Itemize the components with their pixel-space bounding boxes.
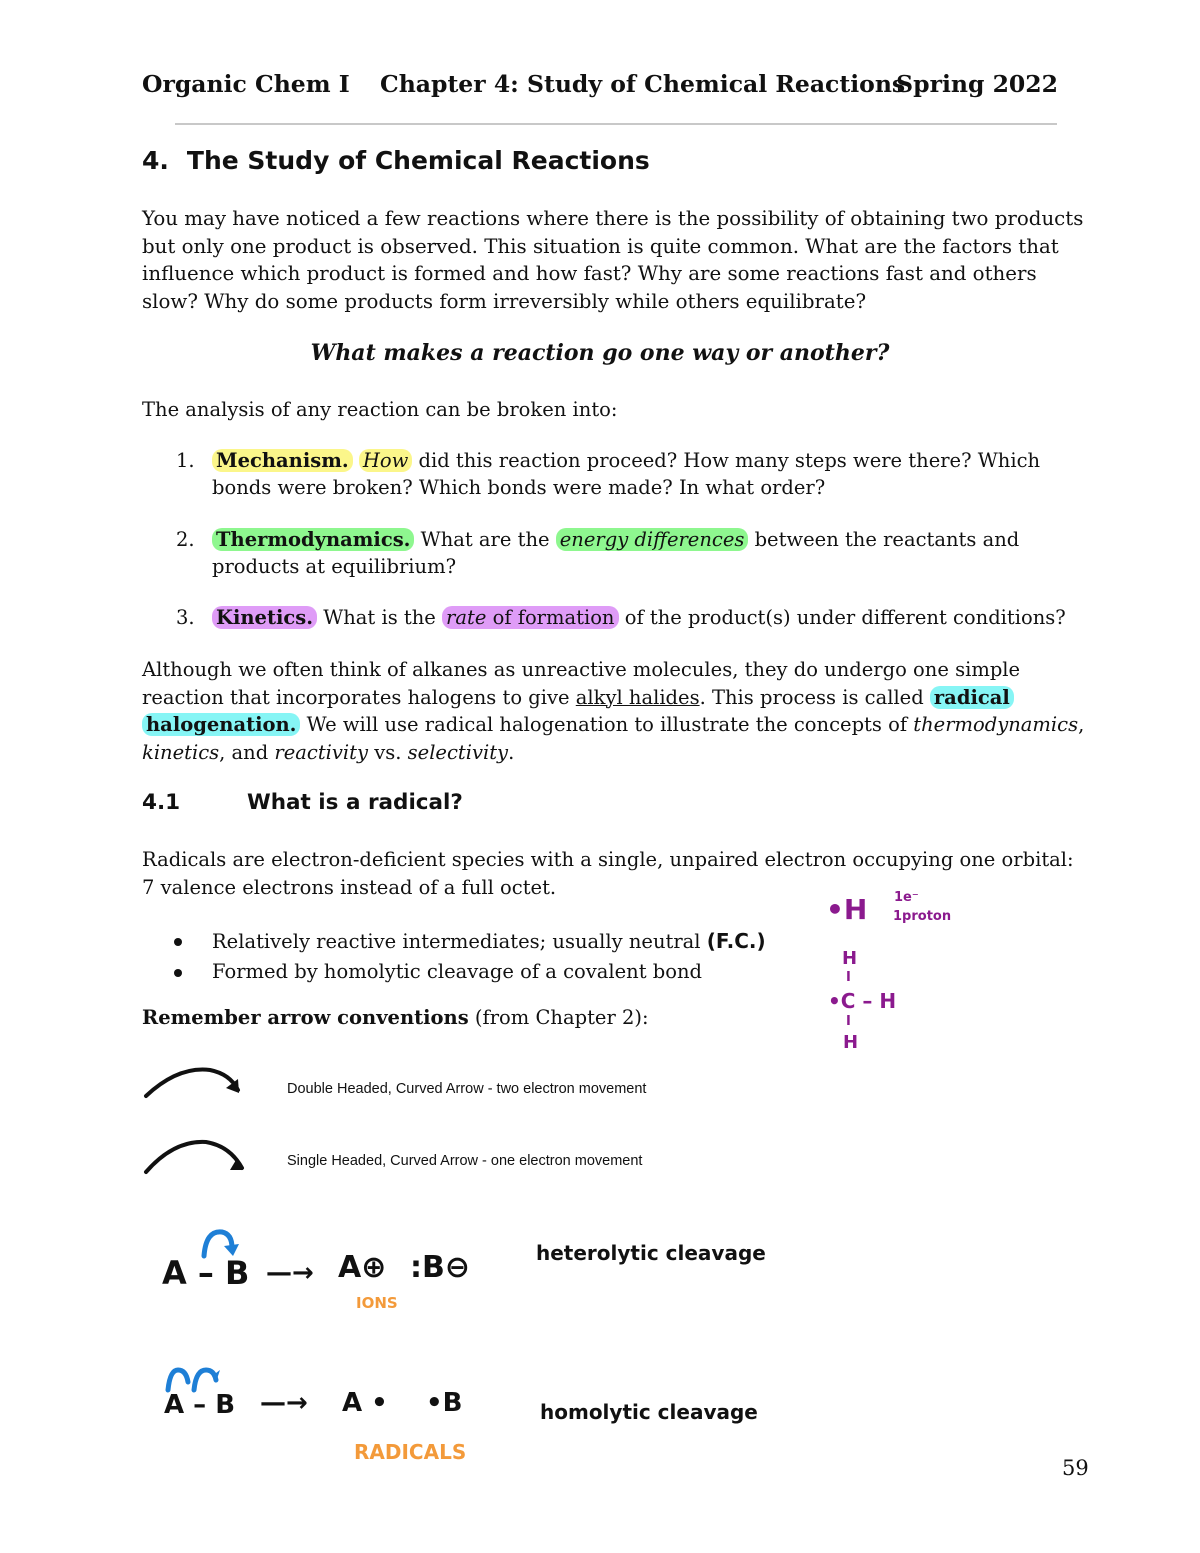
analysis-intro: The analysis of any reaction can be broken into:: [142, 398, 618, 421]
emph-rate-rest: of formation: [486, 606, 615, 629]
handwritten-hom-radical-a: A •: [342, 1388, 388, 1418]
handwritten-methyl-carbon: •C – H: [828, 989, 897, 1013]
handwritten-het-arrow: —→: [266, 1258, 314, 1288]
term-halogenation: halogenation.: [142, 713, 300, 736]
single-headed-curved-arrow-icon: [138, 1130, 253, 1180]
header-chapter: Chapter 4: Study of Chemical Reactions: [380, 70, 906, 98]
bullet-dot-icon: [174, 969, 182, 977]
handwritten-h-radical: •H: [826, 893, 868, 926]
bullet-dot-icon: [174, 938, 182, 946]
chapter-title: [142, 146, 650, 175]
handwritten-het-anion: :B⊖: [410, 1250, 470, 1285]
handwritten-het-reactant: A – B: [162, 1254, 250, 1292]
center-question: What makes a reaction go one way or another?: [310, 340, 890, 366]
emph-rate: rate: [446, 606, 487, 629]
bullet-text: Relatively reactive intermediates; usually neutral: [212, 930, 707, 953]
page-header: [142, 70, 1058, 106]
list-text: What are the: [414, 528, 556, 551]
handwritten-het-cation: A⊕: [338, 1250, 387, 1285]
emph-reactivity: reactivity: [274, 740, 369, 764]
term-mechanism: Mechanism.: [212, 449, 353, 472]
chapter-title-text: The Study of Chemical Reactions: [186, 146, 650, 175]
handwritten-hom-label: homolytic cleavage: [540, 1400, 758, 1424]
text-run: ,: [1078, 713, 1085, 736]
handwritten-hom-radical-b: •B: [426, 1388, 463, 1418]
arrow-conventions-rest: (from Chapter 2):: [468, 1006, 649, 1029]
emph-selectivity: selectivity: [407, 740, 509, 764]
handwritten-ions-label: IONS: [356, 1294, 398, 1312]
chapter-number: 4.: [142, 146, 169, 175]
arrow-label-single: Single Headed, Curved Arrow - one electron movement: [287, 1153, 643, 1169]
alkyl-halides: alkyl halides: [575, 685, 700, 709]
arrow-conventions-heading: [142, 1006, 649, 1029]
emph-thermodynamics: thermodynamics: [913, 713, 1079, 736]
handwritten-hom-arrow: —→: [260, 1388, 308, 1418]
term-kinetics: Kinetics.: [212, 606, 317, 629]
handwritten-methyl-top-h: H: [842, 948, 858, 969]
handwritten-methyl-bond: I: [846, 1014, 851, 1029]
bullet-item: [172, 957, 766, 987]
list-text: of the product(s) under different conditions?: [618, 606, 1066, 629]
term-thermodynamics: Thermodynamics.: [212, 528, 414, 551]
handwritten-note-electron: 1e⁻: [894, 890, 919, 905]
section-title: What is a radical?: [247, 790, 463, 815]
alkanes-paragraph: [142, 656, 1092, 766]
text-run: .: [508, 740, 515, 764]
list-text: between the reactants and products at equilibrium?: [212, 528, 1020, 578]
handwritten-radicals-label: RADICALS: [354, 1440, 467, 1464]
text-run: . This process is called: [699, 685, 930, 709]
list-text: What is the: [317, 606, 443, 629]
handwritten-methyl-bond: I: [846, 970, 851, 985]
handwritten-note-proton: 1proton: [893, 909, 952, 924]
radicals-description: Radicals are electron-deficient species with a single, unpaired electron occupying one orbital: 7 valence electrons instead of a full octet.: [142, 848, 1074, 899]
header-course: Organic Chem I: [142, 70, 350, 98]
emph-energy-differences: energy differences: [556, 528, 749, 551]
header-divider: [175, 123, 1057, 125]
handwritten-hom-reactant: A – B: [164, 1390, 236, 1420]
text-run: We will use radical halogenation to illustrate the concepts of: [300, 713, 914, 736]
bullet-list: [172, 926, 766, 987]
section-heading: [142, 790, 463, 815]
text-run: Although we often think of alkanes as unreactive molecules, they do undergo one simple reaction that incorporates halogens to give: [142, 658, 1021, 709]
text-run: , and: [219, 740, 275, 764]
emph-how: How: [359, 449, 412, 472]
emph-kinetics: kinetics: [142, 740, 220, 764]
handwritten-het-label: heterolytic cleavage: [536, 1241, 766, 1265]
term-radical: radical: [930, 686, 1014, 709]
list-number: 1.: [176, 449, 195, 472]
handwritten-note-fc: (F.C.): [706, 929, 766, 953]
text-run: vs.: [368, 740, 408, 764]
section-number: 4.1: [142, 790, 181, 815]
handwritten-methyl-bottom-h: H: [843, 1032, 859, 1053]
list-number: 2.: [176, 528, 195, 551]
header-term: Spring 2022: [896, 70, 1058, 98]
bullet-item: [172, 926, 766, 957]
intro-paragraph: You may have noticed a few reactions where there is the possibility of obtaining two products but only one product is observed. This situation is quite common. What are the factors that influence which product is formed and how fast? Why are some reactions fast and others slow? Why do some products form irreversibly while others equilibrate?: [142, 207, 1084, 313]
bullet-text: Formed by homolytic cleavage of a covalent bond: [212, 960, 703, 983]
list-text: did this reaction proceed? How many steps were there? Which bonds were broken? Which bonds were made? In what order?: [212, 449, 1041, 499]
arrow-conventions-bold: Remember arrow conventions: [142, 1006, 469, 1029]
double-headed-curved-arrow-icon: [138, 1058, 248, 1106]
arrow-label-double: Double Headed, Curved Arrow - two electron movement: [287, 1081, 647, 1097]
page-number: 59: [1062, 1456, 1089, 1480]
list-number: 3.: [176, 606, 195, 629]
